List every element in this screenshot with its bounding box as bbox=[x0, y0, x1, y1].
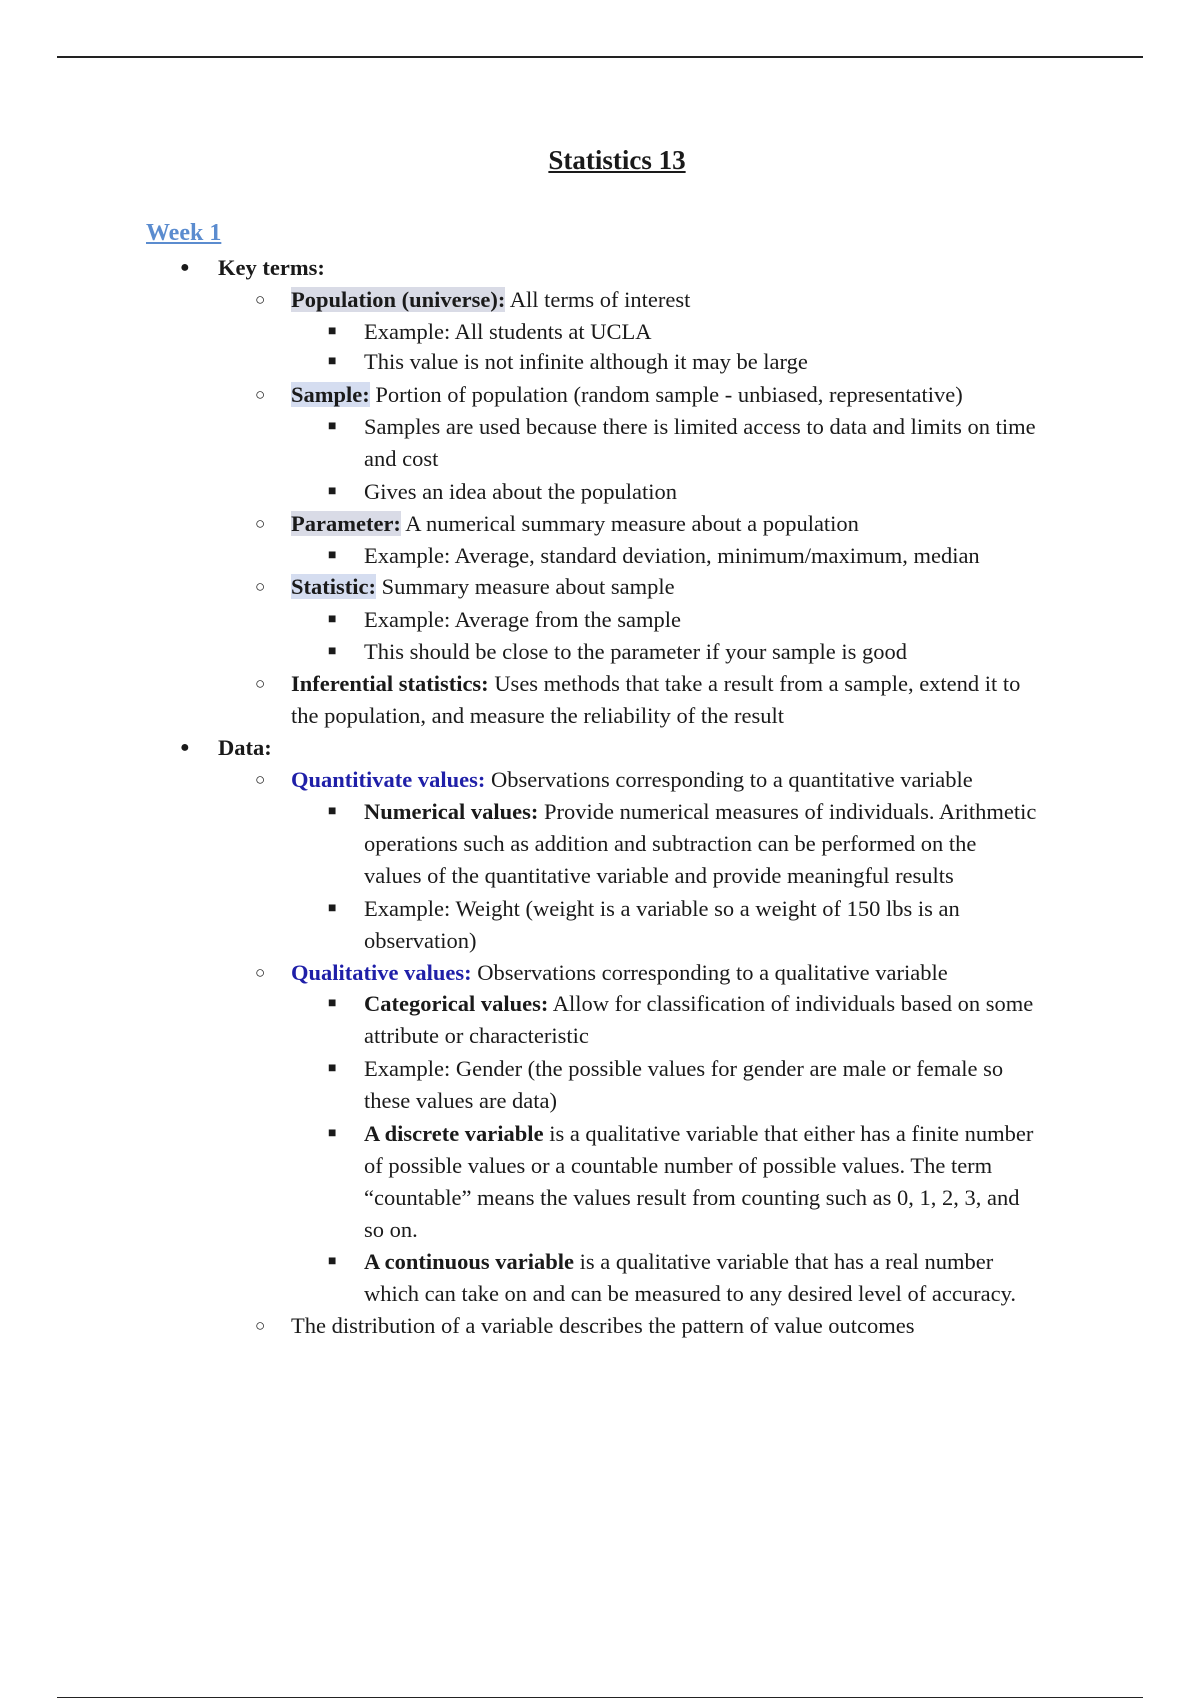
term-definition: Observations corresponding to a qualitative variable bbox=[471, 960, 948, 985]
list-item-continuation: which can take on and can be measured to any desired level of accuracy. bbox=[364, 1281, 1016, 1306]
term-definition: All terms of interest bbox=[505, 287, 691, 312]
list-item bbox=[364, 988, 1033, 1020]
term-population bbox=[291, 284, 690, 316]
list-item-continuation: “countable” means the values result from counting such as 0, 1, 2, 3, and bbox=[364, 1185, 1020, 1210]
term-label: Inferential statistics: bbox=[291, 671, 489, 696]
list-item-continuation: so on. bbox=[364, 1217, 418, 1242]
term-label: Statistic: bbox=[291, 574, 376, 599]
term-label: A discrete variable bbox=[364, 1121, 544, 1146]
term-label: Parameter: bbox=[291, 511, 401, 536]
term-definition: Uses methods that take a result from a sample, extend it to bbox=[488, 671, 1021, 696]
bullet-level3-icon: ■ bbox=[328, 644, 337, 659]
term-definition: Allow for classification of individuals based on some bbox=[548, 991, 1034, 1016]
list-item: Samples are used because there is limited access to data and limits on time bbox=[364, 414, 1036, 439]
term-label: Qualitative values: bbox=[291, 960, 472, 985]
bullet-level1-icon: ● bbox=[180, 259, 190, 276]
list-item: This should be close to the parameter if your sample is good bbox=[364, 639, 907, 664]
term-definition: Portion of population (random sample - unbiased, representative) bbox=[369, 382, 963, 407]
bullet-level3-icon: ■ bbox=[328, 484, 337, 499]
term-definition: A numerical summary measure about a population bbox=[400, 511, 859, 536]
bullet-level2-icon: ○ bbox=[255, 1316, 266, 1335]
bullet-level2-icon: ○ bbox=[255, 770, 266, 789]
list-item-continuation: values of the quantitative variable and provide meaningful results bbox=[364, 863, 954, 888]
document-title: Statistics 13 bbox=[548, 145, 686, 175]
bottom-rule bbox=[57, 1697, 1143, 1698]
term-definition: Provide numerical measures of individuals. Arithmetic bbox=[538, 799, 1037, 824]
term-quantitative bbox=[291, 764, 973, 796]
bullet-level3-icon: ■ bbox=[328, 548, 337, 563]
list-item-continuation: and cost bbox=[364, 446, 439, 471]
bullet-level3-icon: ■ bbox=[328, 1254, 337, 1269]
list-item: Example: All students at UCLA bbox=[364, 319, 652, 344]
term-statistic bbox=[291, 571, 675, 603]
term-label: Quantitivate values: bbox=[291, 767, 486, 792]
list-item bbox=[364, 796, 1036, 828]
bullet-level2-icon: ○ bbox=[255, 385, 266, 404]
list-item bbox=[364, 1118, 1033, 1150]
term-parameter bbox=[291, 508, 859, 540]
week-heading: Week 1 bbox=[146, 220, 222, 246]
list-item: Gives an idea about the population bbox=[364, 479, 678, 504]
term-label: Population (universe): bbox=[291, 287, 506, 312]
list-item: The distribution of a variable describes the pattern of value outcomes bbox=[291, 1313, 915, 1338]
term-sample bbox=[291, 379, 963, 411]
bullet-level2-icon: ○ bbox=[255, 963, 266, 982]
list-item-continuation: operations such as addition and subtraction can be performed on the bbox=[364, 831, 977, 856]
list-item-continuation: of possible values or a countable number of possible values. The term bbox=[364, 1153, 993, 1178]
bullet-level3-icon: ■ bbox=[328, 419, 337, 434]
bullet-level3-icon: ■ bbox=[328, 324, 337, 339]
list-item: Example: Average, standard deviation, minimum/maximum, median bbox=[364, 543, 980, 568]
list-item-continuation: observation) bbox=[364, 928, 477, 953]
bullet-level2-icon: ○ bbox=[255, 290, 266, 309]
list-item bbox=[364, 1246, 993, 1278]
term-label: Sample: bbox=[291, 382, 370, 407]
term-definition: Summary measure about sample bbox=[375, 574, 675, 599]
bullet-level3-icon: ■ bbox=[328, 354, 337, 369]
list-item: This value is not infinite although it may be large bbox=[364, 349, 808, 374]
bullet-level3-icon: ■ bbox=[328, 901, 337, 916]
bullet-level2-icon: ○ bbox=[255, 674, 266, 693]
list-item: Example: Weight (weight is a variable so a weight of 150 lbs is an bbox=[364, 896, 960, 921]
bullet-level3-icon: ■ bbox=[328, 996, 337, 1011]
term-definition: is a qualitative variable that has a real number bbox=[574, 1249, 994, 1274]
list-item-continuation: these values are data) bbox=[364, 1088, 558, 1113]
list-item-continuation: attribute or characteristic bbox=[364, 1023, 589, 1048]
bullet-level3-icon: ■ bbox=[328, 804, 337, 819]
bullet-level2-icon: ○ bbox=[255, 577, 266, 596]
bullet-level3-icon: ■ bbox=[328, 1126, 337, 1141]
term-continuation: the population, and measure the reliability of the result bbox=[291, 703, 784, 728]
term-qualitative bbox=[291, 957, 948, 989]
section-data: Data: bbox=[218, 735, 272, 760]
list-item: Example: Average from the sample bbox=[364, 607, 681, 632]
term-label: Categorical values: bbox=[364, 991, 549, 1016]
term-inferential bbox=[291, 668, 1020, 700]
term-definition: is a qualitative variable that either has a finite number bbox=[543, 1121, 1034, 1146]
list-item: Example: Gender (the possible values for gender are male or female so bbox=[364, 1056, 1004, 1081]
term-label: Numerical values: bbox=[364, 799, 539, 824]
top-rule bbox=[57, 56, 1143, 58]
bullet-level3-icon: ■ bbox=[328, 1061, 337, 1076]
bullet-level1-icon: ● bbox=[180, 739, 190, 756]
term-definition: Observations corresponding to a quantitative variable bbox=[485, 767, 973, 792]
term-label: A continuous variable bbox=[364, 1249, 575, 1274]
bullet-level2-icon: ○ bbox=[255, 514, 266, 533]
section-key-terms: Key terms: bbox=[218, 255, 325, 280]
bullet-level3-icon: ■ bbox=[328, 612, 337, 627]
